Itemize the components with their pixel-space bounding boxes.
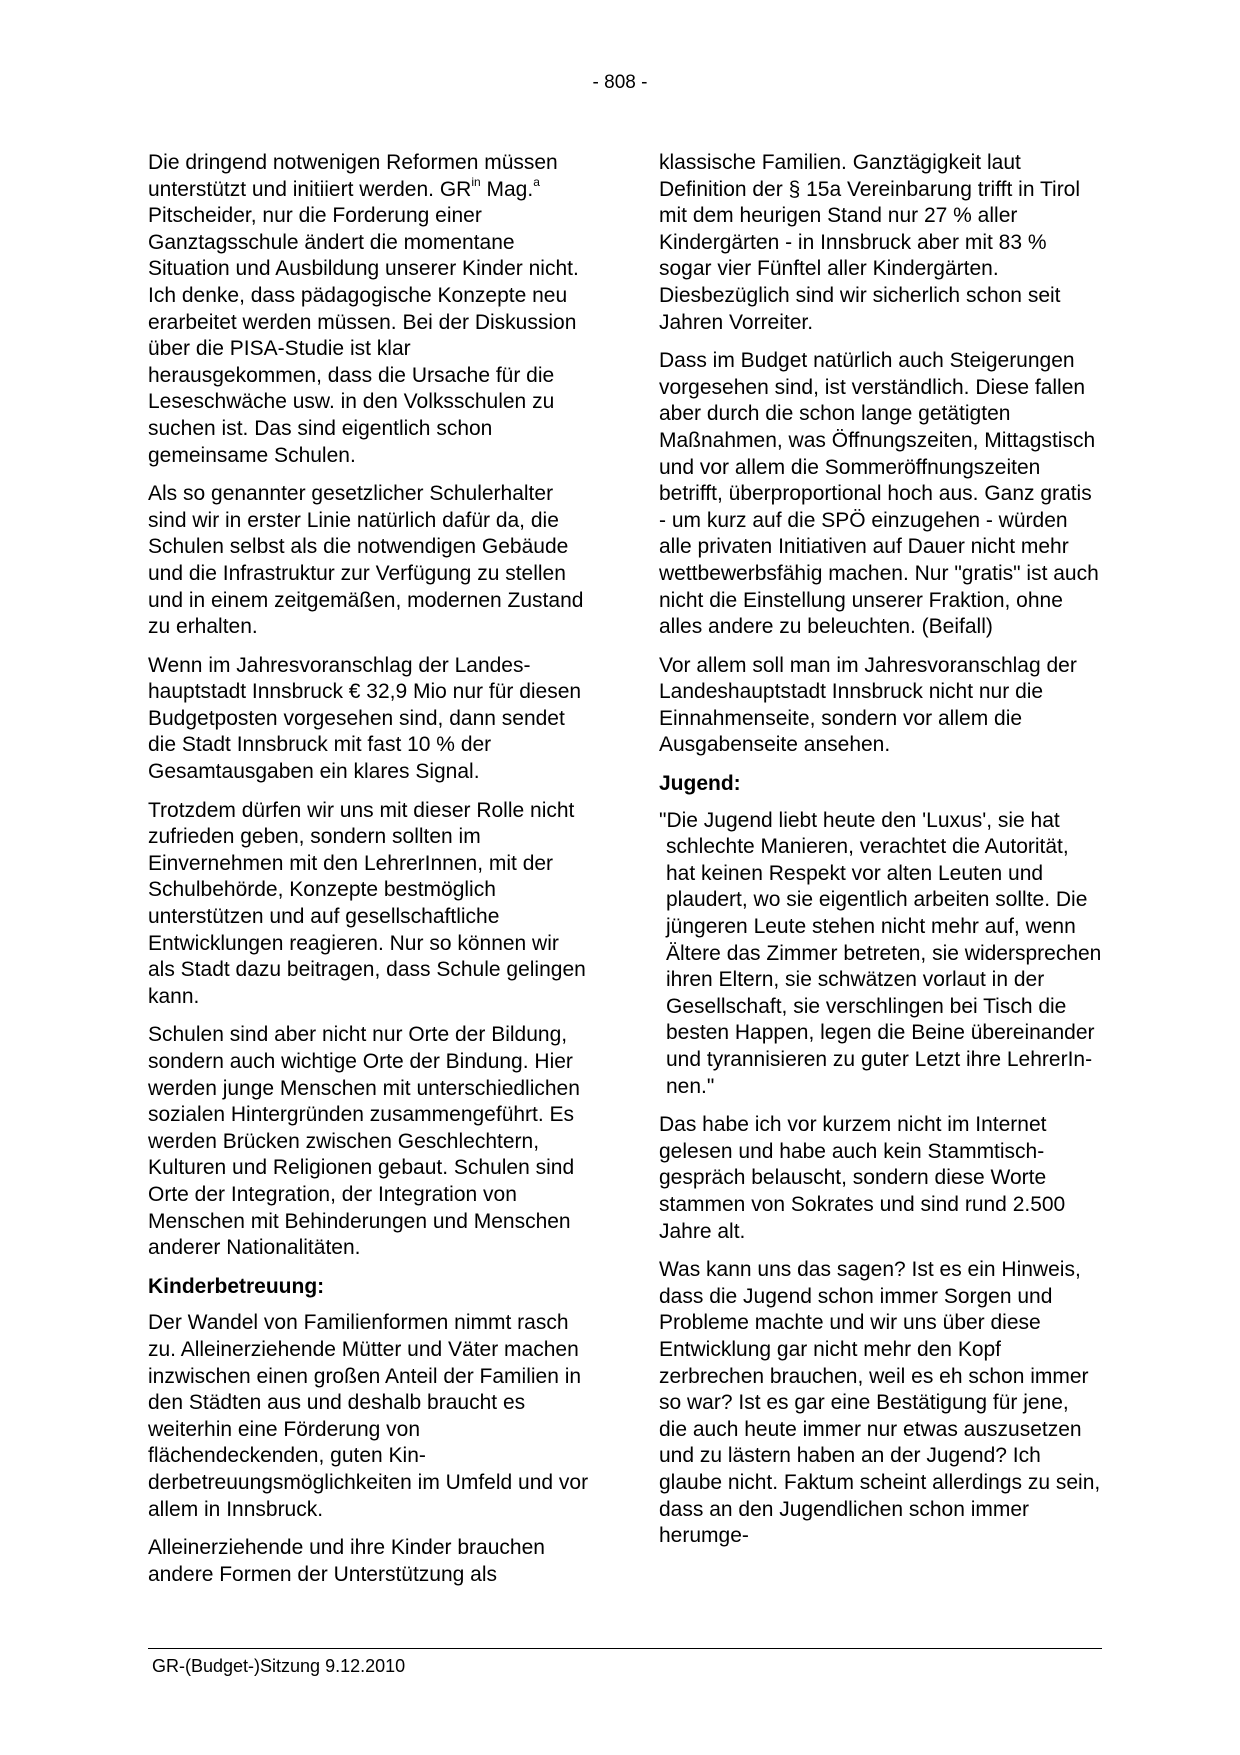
paragraph: Trotzdem dürfen wir uns mit dieser Rolle nicht zufrieden geben, sondern sollten im Einvernehmen mit den LehrerInnen, mit der Schulbehörde, Konzepte bestmöglich unterstützen und auf gesellschaftliche Entwicklungen reagieren. Nur so können wir als Stadt dazu beitragen, dass Schule gelingen kann.: [148, 798, 586, 1008]
paragraph-text: Die dringend notwenigen Reformen müssen unterstützt und initiiert werden. GR: [148, 151, 558, 201]
superscript: a: [533, 174, 540, 189]
paragraph: Wenn im Jahresvoranschlag der Landeshauptstadt Innsbruck € 32,9 Mio nur für diesen Budgetposten vorgesehen sind, dann sendet die Stadt Innsbruck mit fast 10 % der Gesamtausgaben ein klares Signal.: [148, 653, 582, 784]
paragraph: Das habe ich vor kurzem nicht im Internet gelesen und habe auch kein Stammtischgespräch belauscht, sondern diese Worte stammen von Sokrates und sind rund 2.500 Jahre alt.: [659, 1113, 1066, 1243]
quote-paragraph: "Die Jugend liebt heute den 'Luxus', sie hat schlechte Manieren, verachtet die Autorität, hat keinen Respekt vor alten Leuten und plaudert, wo sie eigentlich arbeiten sollte. Die jüngeren Leute stehen nicht mehr auf, wenn Ältere das Zimmer betreten, sie widersprechen ihren Eltern, sie schwätzen vorlaut in der Gesellschaft, sie verschlingen bei Tisch die besten Happen, legen die Beine übereinander und tyrannisieren zu guter Letzt ihre LehrerInnen.": [659, 808, 1102, 1098]
paragraph: Was kann uns das sagen? Ist es ein Hinweis, dass die Jugend schon immer Sorgen und Probleme machte und wir uns über diese Entwicklung gar nicht mehr den Kopf zerbrechen brauchen, weil es eh schon immer so war? Ist es gar eine Bestätigung für jene, die auch heute immer nur etwas auszusetzen und zu lästern haben an der Jugend? Ich glaube nicht. Faktum scheint allerdings zu sein, dass an den Jugendlichen schon immer herumge-: [659, 1258, 1101, 1548]
paragraph: klassische Familien. Ganztägigkeit laut Definition der § 15a Vereinbarung trifft in Tirol mit dem heurigen Stand nur 27 % aller Kindergärten - in Innsbruck aber mit 83 % sogar vier Fünftel aller Kindergärten. Diesbezüglich sind wir sicherlich schon seit Jahren Vorreiter.: [659, 151, 1081, 334]
footer-text: GR-(Budget-)Sitzung 9.12.2010: [152, 1656, 406, 1676]
section-heading-jugend: Jugend:: [659, 772, 741, 796]
paragraph: Vor allem soll man im Jahresvoranschlag der Landeshauptstadt Innsbruck nicht nur die Einnahmenseite, sondern vor allem die Ausgabenseite ansehen.: [659, 653, 1077, 757]
section-heading-kinderbetreuung: Kinderbetreuung:: [148, 1274, 325, 1298]
paragraph-text: Mag.: [480, 177, 534, 201]
footer-divider: [148, 1648, 1102, 1649]
left-column: [148, 150, 590, 1600]
superscript: in: [471, 174, 481, 189]
paragraph: [148, 150, 590, 469]
paragraph: Der Wandel von Familienformen nimmt rasch zu. Alleinerziehende Mütter und Väter machen inzwischen einen großen Anteil der Familien in den Städten aus und deshalb braucht es weiterhin eine Förderung von flächendeckenden, guten Kinderbetreuungsmöglichkeiten im Umfeld und vor allem in Innsbruck.: [148, 1311, 589, 1521]
paragraph: Dass im Budget natürlich auch Steigerungen vorgesehen sind, ist verständlich. Diese fallen aber durch die schon lange getätigten Maßnahmen, was Öffnungszeiten, Mittagstisch und vor allem die Sommeröffnungszeiten betrifft, überproportional hoch aus. Ganz gratis - um kurz auf die SPÖ einzugehen - würden alle privaten Initiativen auf Dauer nicht mehr wettbewerbsfähig machen. Nur "gratis" ist auch nicht die Einstellung unserer Fraktion, ohne alles andere zu beleuchten. (Beifall): [659, 349, 1099, 639]
paragraph: Schulen sind aber nicht nur Orte der Bildung, sondern auch wichtige Orte der Bindung. Hier werden junge Menschen mit unterschiedlichen sozialen Hintergründen zusammengeführt. Es werden Brücken zwischen Geschlechtern, Kulturen und Religionen gebaut. Schulen sind Orte der Integration, der Integration von Menschen mit Behinderungen und Menschen anderer Nationalitäten.: [148, 1023, 580, 1260]
paragraph: Als so genannter gesetzlicher Schulerhalter sind wir in erster Linie natürlich dafür da, die Schulen selbst als die notwendigen Gebäude und die Infrastruktur zur Verfügung zu stellen und in einem zeitgemäßen, modernen Zustand zu erhalten.: [148, 482, 584, 639]
page-number: - 808 -: [592, 72, 648, 93]
paragraph-text: Pitscheider, nur die Forderung einer Ganztagsschule ändert die momentane Situation und Ausbildung unserer Kinder nicht. Ich denke, dass pädagogische Konzepte neu erarbeitet werden müssen. Bei der Diskussion über die PISA-Studie ist klar herausgekommen, dass die Ursache für die Leseschwäche usw. in den Volksschulen zu suchen ist. Das sind eigentlich schon gemeinsame Schulen.: [148, 204, 579, 467]
right-column: [659, 150, 1102, 1562]
paragraph: Alleinerziehende und ihre Kinder brauchen andere Formen der Unterstützung als: [148, 1536, 545, 1586]
